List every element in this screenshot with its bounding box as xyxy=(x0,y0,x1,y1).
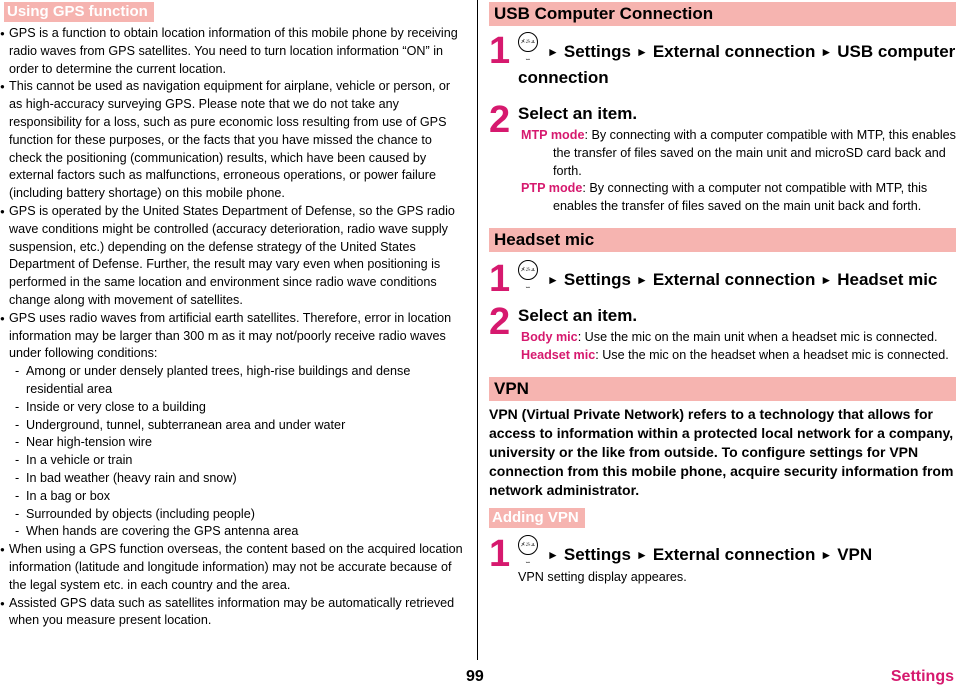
arrow-icon: ► xyxy=(547,45,559,59)
list-item: ● GPS is operated by the United States Department of Defense, so the GPS radio wave conditions might be controlled (accuracy deterioration, radio wave supply suspension, etc.) depending on the defense strategy of the United States Department of Defense. Further, the result may vary even when positioning is performed in the same location and environment since radio wave conditions change along with movement of satellites. xyxy=(4,203,464,310)
arrow-icon: ► xyxy=(635,272,648,287)
condition-item: - In a bag or box xyxy=(15,488,464,506)
arrow-icon: ► xyxy=(547,272,559,287)
arrow-icon: ► xyxy=(820,272,833,287)
vpn-heading: VPN xyxy=(489,377,956,401)
condition-item: - Underground, tunnel, subterranean area and under water xyxy=(15,417,464,435)
list-item xyxy=(4,310,464,541)
usb-heading: USB Computer Connection xyxy=(489,2,956,26)
condition-item: - Among or under densely planted trees, high-rise buildings and dense residential area xyxy=(15,363,464,399)
headset-step-2: 2 Select an item. xyxy=(489,300,638,343)
arrow-icon: ► xyxy=(635,45,648,59)
option-ptp: PTP mode: By connecting with a computer not compatible with MTP, this enables the transfer of files saved on the main unit back and forth. xyxy=(521,181,928,214)
step-number: 1 xyxy=(489,30,511,72)
headset-step-1: 1 メニュー► Settings ► External connection ► Headset mic xyxy=(489,257,938,300)
right-column xyxy=(489,2,956,586)
usb-step-1: 1 メニュー► Settings ► External connection ► USB computer connection xyxy=(489,30,956,87)
left-column xyxy=(4,2,464,630)
condition-item: - Near high-tension wire xyxy=(15,434,464,452)
condition-item: - Inside or very close to a building xyxy=(15,399,464,417)
adding-vpn-heading: Adding VPN xyxy=(489,508,585,528)
condition-item: - In bad weather (heavy rain and snow) xyxy=(15,470,464,488)
vpn-note: VPN setting display appeares. xyxy=(518,569,687,584)
option-mtp: MTP mode: By connecting with a computer compatible with MTP, this enables the transfer of files saved on the main unit and microSD card back and forth. xyxy=(521,128,956,178)
menu-key-icon: メニュー xyxy=(518,535,538,555)
conditions-list xyxy=(9,363,464,541)
step-number: 2 xyxy=(489,300,511,343)
column-divider xyxy=(477,0,478,660)
arrow-icon: ► xyxy=(820,45,833,59)
section-name: Settings xyxy=(890,668,954,685)
headset-heading: Headset mic xyxy=(489,228,956,252)
step-number: 1 xyxy=(489,532,511,575)
gps-bullets xyxy=(4,25,464,630)
list-item: ● Assisted GPS data such as satellites information may be automatically retrieved when you measure present location. xyxy=(4,595,464,631)
condition-item: - When hands are covering the GPS antenna area xyxy=(15,523,464,541)
option-headset-mic: Headset mic: Use the mic on the headset when a headset mic is connected. xyxy=(521,347,949,362)
menu-key-icon: メニュー xyxy=(518,260,538,280)
option-body-mic: Body mic: Use the mic on the main unit when a headset mic is connected. xyxy=(521,329,938,344)
list-item: ● This cannot be used as navigation equipment for airplane, vehicle or person, or as high-accuracy surveying GPS. Please note that we do not take any responsibility for a loss, such as pure economic loss resulting from use of GPS function for these purposes, or the facts that you have missed the chance to check the positioning (communication) results, which have been caused by external factors such as malfunctions, erroneous operations, or power failure (including battery shortage) on this mobile phone. xyxy=(4,78,464,203)
condition-item: - Surrounded by objects (including people) xyxy=(15,506,464,524)
step-number: 1 xyxy=(489,257,511,300)
vpn-intro: VPN (Virtual Private Network) refers to a technology that allows for access to information within a protected local network for a company, university or the like from outside. To configure settings for VPN connection from this mobile phone, acquire security information from network administrator. xyxy=(489,405,954,498)
arrow-icon: ► xyxy=(547,547,559,562)
usb-step-2: 2 Select an item. xyxy=(489,99,638,141)
step-number: 2 xyxy=(489,99,511,141)
menu-key-icon: メニュー xyxy=(518,32,538,52)
gps-heading: Using GPS function xyxy=(4,2,154,22)
condition-item: - In a vehicle or train xyxy=(15,452,464,470)
arrow-icon: ► xyxy=(635,547,648,562)
arrow-icon: ► xyxy=(820,547,833,562)
page-number: 99 xyxy=(466,668,484,685)
vpn-step-1: 1 メニュー► Settings ► External connection ► VPN VPN setting display appeares. xyxy=(489,535,956,586)
list-item: ● GPS is a function to obtain location information of this mobile phone by receiving radio waves from GPS satellites. You need to turn location information “ON” in order to determine the current location. xyxy=(4,25,464,78)
list-item: ● When using a GPS function overseas, the content based on the acquired location information (latitude and longitude information) may not be accurate because of the legal system etc. in each country and the area. xyxy=(4,541,464,594)
list-item-text: GPS uses radio waves from artificial earth satellites. Therefore, error in location information may be larger than 300 m as it may not/poorly receive radio waves under following conditions: xyxy=(9,310,452,361)
